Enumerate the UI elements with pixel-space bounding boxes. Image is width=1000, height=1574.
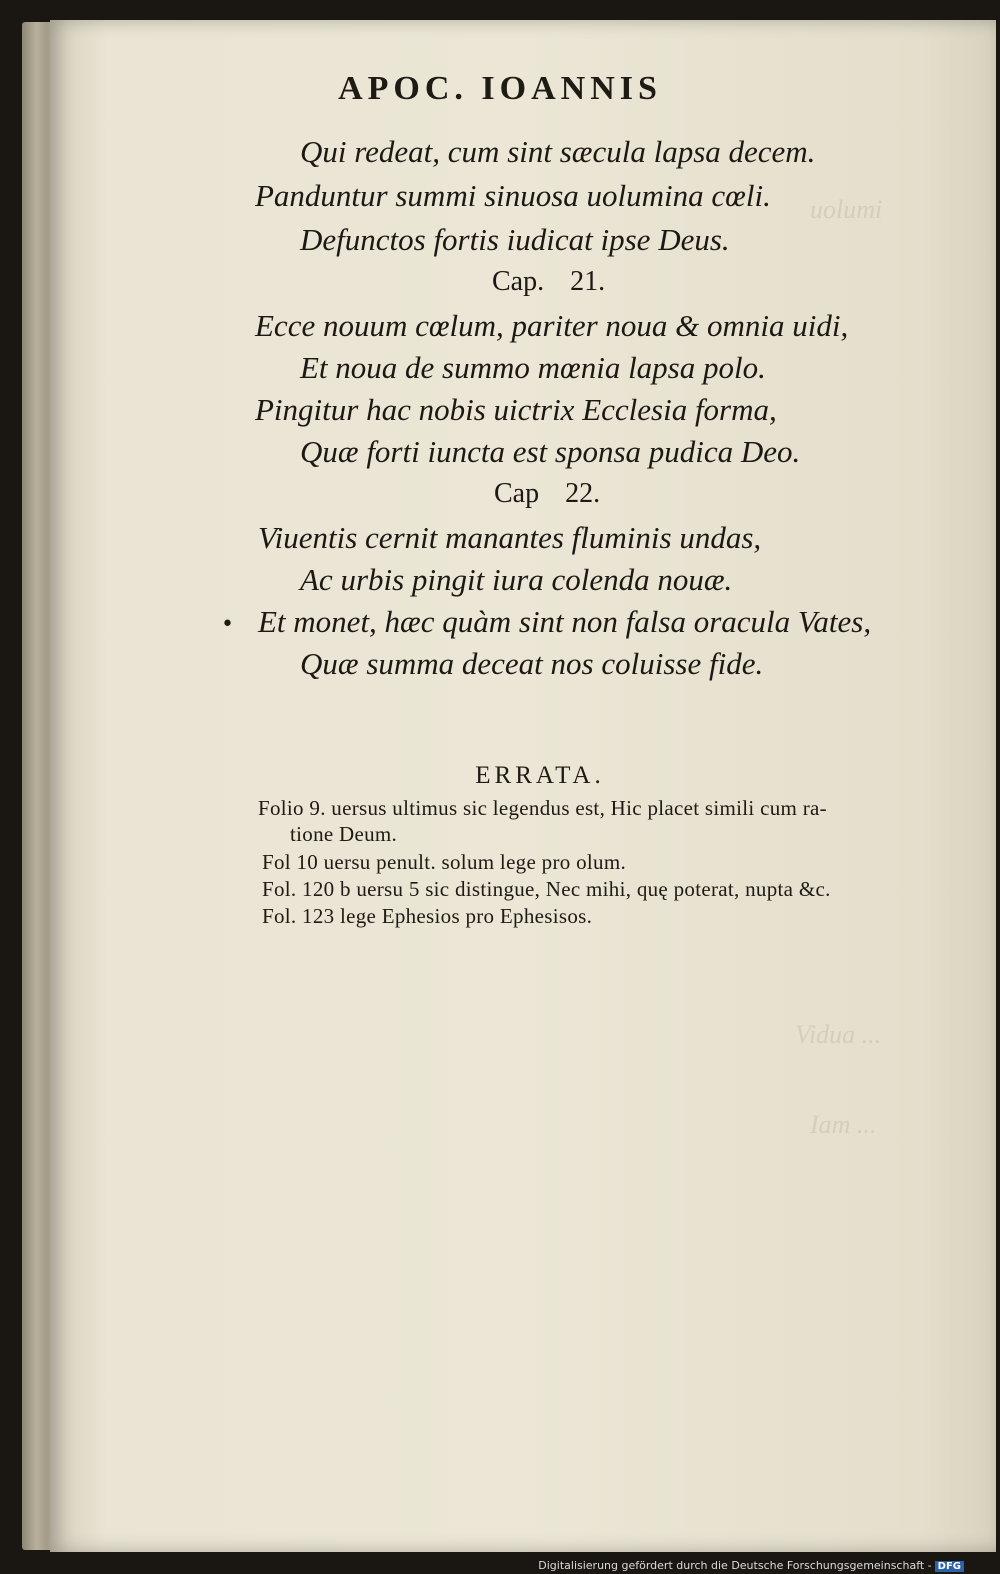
- errata-line: Folio 9. uersus ultimus sic legendus est, Hic placet simili cum ra-: [258, 796, 827, 820]
- chapter-label: Cap: [494, 478, 540, 509]
- credit-text: Digitalisierung gefördert durch die Deutsche Forschungsgemeinschaft -: [538, 1559, 932, 1572]
- errata-line: tione Deum.: [290, 822, 398, 846]
- verse-line: Pingitur hac nobis uictrix Ecclesia forma,: [255, 392, 777, 427]
- dfg-logo: DFG: [935, 1561, 964, 1572]
- chapter-heading-21: [492, 266, 605, 298]
- bleed-through-text: Vidua ...: [795, 1020, 882, 1049]
- bleed-through-text: Iam ...: [810, 1110, 877, 1139]
- bleed-through-text: uolumi: [810, 195, 883, 224]
- verse-line: Ac urbis pingit iura colenda nouæ.: [300, 562, 733, 597]
- chapter-heading-22: [494, 478, 600, 510]
- margin-mark: •: [221, 612, 234, 637]
- errata-line: Fol. 120 b uersu 5 sic distingue, Nec mihi, quę poterat, nupta &c.: [262, 877, 831, 901]
- errata-line: Fol 10 uersu penult. solum lege pro olum.: [262, 850, 627, 874]
- chapter-number: 22.: [565, 478, 601, 509]
- errata-line: Fol. 123 lege Ephesios pro Ephesisos.: [262, 904, 593, 928]
- errata-title: ERRATA.: [475, 762, 605, 789]
- verse-line: Et monet, hæc quàm sint non falsa oracula Vates,: [258, 604, 872, 639]
- chapter-label: Cap.: [492, 266, 545, 297]
- verse-line: Quæ forti iuncta est sponsa pudica Deo.: [300, 434, 801, 469]
- verse-line: Viuentis cernit manantes fluminis undas,: [258, 520, 762, 555]
- chapter-number: 21.: [570, 266, 606, 297]
- verse-line: Quæ summa deceat nos coluisse fide.: [300, 646, 764, 681]
- digitization-credit: [538, 1559, 964, 1572]
- verse-line: Et noua de summo mœnia lapsa polo.: [300, 350, 766, 385]
- verse-line: Panduntur summi sinuosa uolumina cœli.: [255, 178, 771, 213]
- running-head: APOC. IOANNIS: [338, 70, 662, 107]
- verse-line: Qui redeat, cum sint sæcula lapsa decem.: [300, 134, 816, 169]
- verse-line: Ecce nouum cœlum, pariter noua & omnia uidi,: [255, 308, 849, 343]
- verse-line: Defunctos fortis iudicat ipse Deus.: [300, 222, 730, 257]
